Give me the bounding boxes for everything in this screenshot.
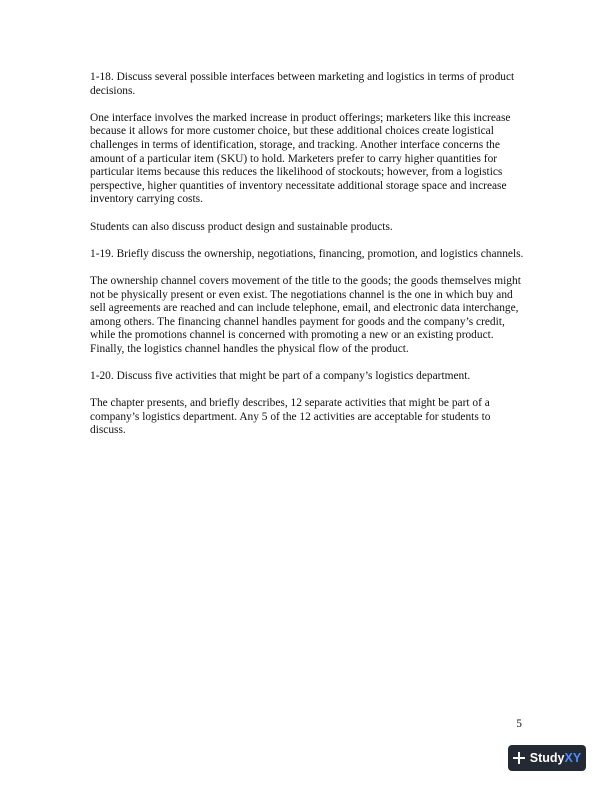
answer-1-18: One interface involves the marked increase in product offerings; marketers like this increase because it allows for more customer choice, but these additional choices create logistical challenges in terms of identification, storage, and tracking. Another interface concerns the amount of a particular item (SKU) to hold. Marketers prefer to carry higher quantities for particular items because this reduces the likelihood of stockouts; however, from a logistics perspective, higher quantities of inventory necessitate additional storage space and increase inventory carrying costs. <box>90 111 511 206</box>
studyxy-badge[interactable] <box>508 745 586 771</box>
badge-wordmark <box>530 751 581 765</box>
question-1-18: 1-18. Discuss several possible interfaces between marketing and logistics in terms of product decisions. <box>90 71 515 97</box>
page-number: 5 <box>516 718 522 730</box>
answer-1-19: The ownership channel covers movement of the title to the goods; the goods themselves might not be physically present or even exist. The negotiations channel is the one in which buy and sell agreements are reached and can include telephone, email, and electronic data interchange, among others. The financing channel handles payment for goods and the company’s credit, while the promotions channel is concerned with promoting a new or an existing product. Finally, the logistics channel handles the physical flow of the product. <box>90 274 521 355</box>
answer-1-20: The chapter presents, and briefly describes, 12 separate activities that might be part of a company’s logistics department. Any 5 of the 12 activities are acceptable for students to discuss. <box>90 397 491 437</box>
question-1-19: 1-19. Briefly discuss the ownership, negotiations, financing, promotion, and logistics channels. <box>90 247 524 260</box>
answer-1-18-note: Students can also discuss product design and sustainable products. <box>90 220 393 233</box>
plus-icon <box>513 752 525 764</box>
document-body <box>90 71 526 452</box>
question-1-20: 1-20. Discuss five activities that might be part of a company’s logistics department. <box>90 370 471 383</box>
badge-word-xy: XY <box>564 751 582 765</box>
badge-word-study: Study <box>529 751 565 765</box>
